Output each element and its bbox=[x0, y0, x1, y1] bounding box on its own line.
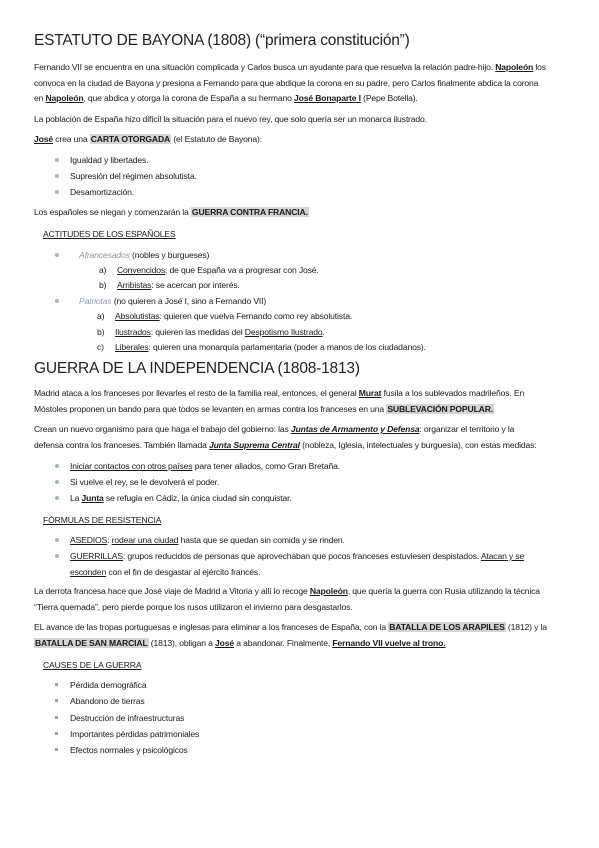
list-actitudes bbox=[34, 247, 568, 263]
text-murat: Murat bbox=[358, 388, 382, 399]
text: Madrid ataca a los franceses por llevarles el resto de la familia real, entonces, el general bbox=[34, 388, 359, 399]
paragraph-estatuto-intro bbox=[34, 60, 568, 107]
list-item bbox=[34, 490, 568, 506]
text: esconden bbox=[70, 567, 107, 578]
text: (1813), obligan a bbox=[148, 637, 215, 648]
list-letter: a) bbox=[99, 264, 107, 275]
list-item-guerrillas bbox=[34, 548, 568, 580]
text: defensa contra los franceses. También llamada bbox=[34, 439, 209, 450]
list-letter: c) bbox=[97, 341, 104, 352]
paragraph-avance bbox=[34, 620, 568, 651]
text: (el Estatuto de Bayona): bbox=[171, 134, 262, 144]
list-item bbox=[34, 474, 568, 490]
list-patriotas bbox=[34, 293, 568, 309]
subheading-causes: CAUSES DE LA GUERRA bbox=[43, 660, 142, 671]
list-item-patriotas bbox=[34, 293, 568, 309]
text: (no quieren a José I, sino a Fernando VII) bbox=[111, 296, 267, 307]
subheading-actitudes: ACTITUDES DE LOS ESPAÑOLES bbox=[43, 228, 176, 239]
text: : organizar el territorio y la bbox=[419, 424, 515, 435]
text: . bbox=[322, 326, 325, 337]
text-jose-bonaparte: José Bonaparte I bbox=[294, 93, 361, 103]
list-item bbox=[34, 309, 568, 324]
text: (1812) y la bbox=[505, 622, 547, 633]
text: hasta que se quedan sin comida y se rinden. bbox=[178, 534, 345, 545]
text: Liberales bbox=[115, 341, 149, 352]
paragraph-carta-otorgada bbox=[34, 132, 568, 148]
text: : quieren las medidas del bbox=[150, 326, 245, 337]
text: Si vuelve el rey, se le devolverá el poder. bbox=[70, 477, 220, 488]
list-item: Destrucción de infraestructuras bbox=[34, 710, 568, 726]
text: : se acercan por interés. bbox=[151, 280, 240, 291]
text: Arribistas bbox=[117, 280, 152, 291]
text: GUERRILLAS bbox=[70, 550, 123, 561]
list-item: Pérdida demográfica bbox=[34, 677, 568, 693]
text: los bbox=[533, 62, 546, 72]
text-afrancesados: Afrancesados bbox=[79, 249, 130, 260]
text-patriotas: Patriotas bbox=[79, 296, 112, 307]
list-item: Efectos normales y psicológicos bbox=[34, 742, 568, 758]
text: rodear una ciudad bbox=[111, 534, 179, 545]
text: Convencidos bbox=[117, 264, 166, 275]
text: fusila a los sublevados madrileños. En bbox=[381, 388, 525, 399]
text: convoca en la ciudad de Bayona y presiona a Fernando para que abdique la corona en su padre, pero Carlos finalmente abdica la corona bbox=[34, 77, 539, 88]
list-estatuto-measures bbox=[34, 152, 568, 201]
text: : de que España va a progresar con José. bbox=[165, 264, 319, 275]
paragraph-madrid bbox=[34, 386, 568, 417]
list-item-afrancesados bbox=[34, 247, 568, 263]
text: se refugia en Cádiz, la única ciudad sin conquistar. bbox=[103, 493, 292, 504]
section-title-estatuto: ESTATUTO DE BAYONA (1808) (“primera constitución”) bbox=[34, 32, 410, 49]
paragraph-derrota bbox=[34, 584, 568, 615]
text: : bbox=[107, 534, 112, 545]
highlight-arapiles: BATALLA DE LOS ARAPILES bbox=[389, 622, 505, 633]
list-patriotas-types bbox=[34, 309, 568, 355]
text: , que abdica y otorga la corona de España a su hermano bbox=[83, 93, 295, 103]
text: La derrota francesa hace que José viaje de Madrid a Vitoria y allí lo recoge bbox=[34, 586, 310, 597]
list-letter: b) bbox=[97, 326, 105, 337]
text: La bbox=[70, 493, 82, 504]
list-formulas bbox=[34, 532, 568, 581]
list-item bbox=[34, 458, 568, 474]
text-napoleon: Napoleón bbox=[495, 62, 534, 72]
text-jose: José bbox=[34, 134, 53, 144]
text: Los españoles se niegan y comenzarán la bbox=[34, 207, 191, 218]
list-item bbox=[34, 263, 568, 278]
paragraph-poblacion: La población de España hizo difícil la situación para el nuevo rey, que solo quería ser un monarca ilustrado. bbox=[34, 113, 427, 124]
section-title-guerra: GUERRA DE LA INDEPENDENCIA (1808-1813) bbox=[34, 360, 360, 378]
highlight-san-marcial: BATALLA DE SAN MARCIAL bbox=[35, 637, 148, 648]
text-juntas: Juntas de Armamento y Defensa bbox=[290, 424, 420, 435]
text-junta: Junta bbox=[81, 493, 104, 504]
list-letter: b) bbox=[99, 280, 107, 291]
list-item: Abandono de tierras bbox=[34, 693, 568, 709]
list-item: Desamortización. bbox=[34, 184, 568, 200]
text: Iniciar contactos con otros países bbox=[70, 461, 193, 472]
text: : quieren una monarquía parlamentaria (poder a manos de los ciudadanos). bbox=[148, 341, 426, 352]
paragraph-juntas bbox=[34, 422, 568, 453]
text: Absolutistas bbox=[115, 311, 160, 322]
list-item bbox=[34, 325, 568, 340]
list-item: Supresión del régimen absolutista. bbox=[34, 168, 568, 184]
text-jose: José bbox=[214, 637, 234, 648]
text: : grupos reducidos de personas que aprovechaban que pocos franceses estuviesen despistados. bbox=[122, 550, 481, 561]
list-causes bbox=[34, 677, 568, 758]
text: : quieren que vuelva Fernando como rey absolutista. bbox=[159, 311, 353, 322]
text-napoleon: Napoleón bbox=[309, 586, 348, 597]
text: para tener aliados, como Gran Bretaña. bbox=[192, 461, 340, 472]
list-item bbox=[34, 278, 568, 293]
text: , que quería la guerra con Rusia utilizando la técnica bbox=[347, 586, 540, 597]
text-napoleon: Napoleón bbox=[45, 93, 84, 103]
list-item bbox=[34, 340, 568, 355]
list-item-asedios bbox=[34, 532, 568, 548]
text: a abandonar. Finalmente, bbox=[233, 637, 333, 648]
text: (nobleza, Iglesia, intelectuales y burguesía), con estas medidas: bbox=[299, 439, 537, 450]
list-item: Igualdad y libertades. bbox=[34, 152, 568, 168]
subheading-formulas: FÓRMULAS DE RESISTENCIA bbox=[43, 514, 162, 525]
text: Despotismo Ilustrado bbox=[244, 326, 323, 337]
list-letter: a) bbox=[97, 311, 105, 322]
text: crea una bbox=[53, 134, 90, 144]
text: (nobles y burgueses) bbox=[129, 249, 210, 260]
text: “Tierra quemada”, pero pierde porque los rusos utilizaron el invierno para desgastarlos. bbox=[34, 601, 353, 612]
text: con el fin de desgastar al ejército francés. bbox=[106, 567, 261, 578]
highlight-guerra-contra-francia: GUERRA CONTRA FRANCIA. bbox=[191, 207, 308, 218]
text-fernando-vuelve: Fernando VII vuelve al trono. bbox=[332, 637, 446, 648]
text: Crean un nuevo organismo para que haga el trabajo del gobierno: las bbox=[34, 424, 291, 435]
text: (Pepe Botella). bbox=[360, 93, 418, 103]
text: en bbox=[34, 93, 46, 103]
text-junta-suprema: Junta Suprema Central bbox=[208, 439, 300, 450]
text: Fernando VII se encuentra en una situación complicada y Carlos busca un ayudante para que resuelva la relación padre-hijo. bbox=[34, 62, 496, 72]
list-junta-measures bbox=[34, 458, 568, 507]
list-item: Importantes pérdidas patrimoniales bbox=[34, 726, 568, 742]
text: Móstoles proponen un bando para que todos se levanten en armas contra los franceses en una bbox=[34, 403, 387, 414]
text: ASEDIOS bbox=[70, 534, 108, 545]
document-page bbox=[34, 32, 568, 758]
highlight-carta-otorgada: CARTA OTORGADA bbox=[90, 134, 171, 144]
text: Ilustrados bbox=[115, 326, 151, 337]
list-afrancesados-types bbox=[34, 263, 568, 293]
highlight-sublevacion: SUBLEVACIÓN POPULAR. bbox=[387, 403, 494, 414]
text: EL avance de las tropas portuguesas e inglesas para eliminar a los franceses de España, con la bbox=[34, 622, 389, 633]
paragraph-guerra-contra-francia bbox=[34, 205, 568, 221]
text: Atacan y se bbox=[480, 550, 525, 561]
